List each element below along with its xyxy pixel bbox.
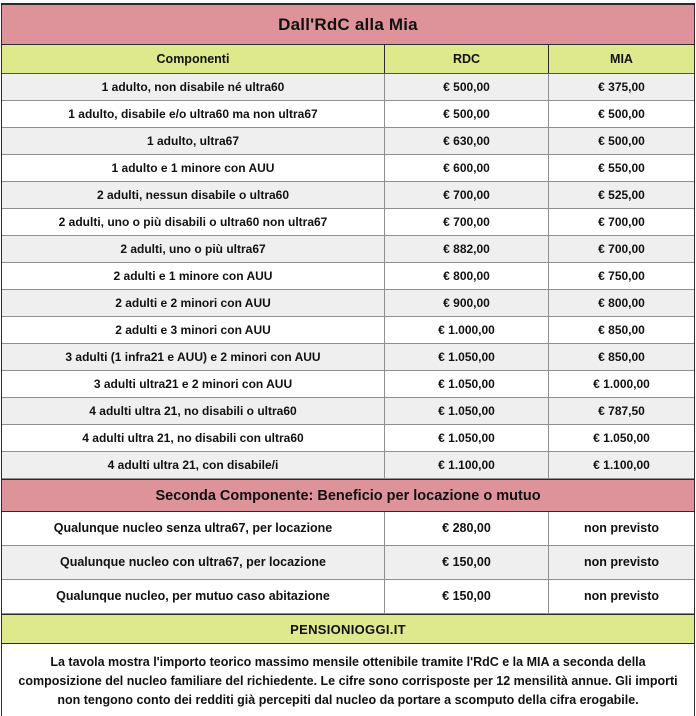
cell-rdc: € 500,00 (385, 101, 549, 127)
cell-component: 2 adulti, uno o più disabili o ultra60 non ultra67 (2, 209, 385, 235)
cell-mia: € 850,00 (598, 350, 645, 364)
cell-component: 1 adulto, non disabile né ultra60 (2, 74, 385, 100)
cell-component: 4 adulti ultra 21, no disabili con ultra60 (2, 425, 385, 451)
cell-mia: € 525,00 (598, 188, 645, 202)
cell-rdc: € 150,00 (385, 546, 549, 579)
cell-component: 2 adulti, uno o più ultra67 (2, 236, 385, 262)
cell-component: Qualunque nucleo senza ultra67, per locazione (2, 512, 385, 545)
table-row (2, 452, 694, 479)
table-row (2, 236, 694, 263)
column-header-row (2, 45, 694, 74)
page-title: Dall'RdC alla Mia (278, 14, 418, 34)
cell-rdc: € 800,00 (385, 263, 549, 289)
table-row (2, 580, 694, 614)
footnote-row (2, 644, 694, 716)
cell-rdc: € 500,00 (385, 74, 549, 100)
cell-rdc: € 1.100,00 (385, 452, 549, 478)
cell-rdc: € 882,00 (385, 236, 549, 262)
table-row (2, 101, 694, 128)
table-row (2, 398, 694, 425)
table-title-row (2, 5, 694, 45)
cell-component: Qualunque nucleo con ultra67, per locazione (2, 546, 385, 579)
cell-component: 4 adulti ultra 21, no disabili o ultra60 (2, 398, 385, 424)
cell-rdc: € 600,00 (385, 155, 549, 181)
cell-component: 3 adulti ultra21 e 2 minori con AUU (2, 371, 385, 397)
cell-rdc: € 700,00 (385, 182, 549, 208)
cell-mia: non previsto (583, 555, 659, 569)
footnote-text: La tavola mostra l'importo teorico massimo mensile ottenibile tramite l'RdC e la MIA a seconda della composizione del nucleo familiare del richiedente. Le cifre sono corrisposte per 12 mensilità annue. Gli importi non tengono conto dei redditi già percepiti dal nucleo da portare a scomputo della cifra erogabile. (18, 655, 678, 707)
first-section-body (2, 74, 694, 479)
cell-mia: € 1.100,00 (593, 458, 650, 472)
cell-mia: non previsto (583, 589, 659, 603)
second-section-body (2, 512, 694, 614)
table-row (2, 155, 694, 182)
cell-rdc: € 1.050,00 (385, 371, 549, 397)
table-row (2, 344, 694, 371)
cell-mia: € 375,00 (598, 80, 645, 94)
table-row (2, 290, 694, 317)
cell-component: 2 adulti e 1 minore con AUU (2, 263, 385, 289)
table-row (2, 317, 694, 344)
table-row (2, 74, 694, 101)
cell-rdc: € 1.050,00 (385, 425, 549, 451)
second-section-heading: Seconda Componente: Beneficio per locazione o mutuo (155, 487, 541, 504)
cell-mia: € 750,00 (598, 269, 645, 283)
cell-mia: € 787,50 (598, 404, 645, 418)
cell-component: 2 adulti e 3 minori con AUU (2, 317, 385, 343)
cell-component: 1 adulto e 1 minore con AUU (2, 155, 385, 181)
table-row (2, 128, 694, 155)
cell-mia: € 700,00 (598, 242, 645, 256)
cell-mia: € 550,00 (598, 161, 645, 175)
cell-component: 2 adulti, nessun disabile o ultra60 (2, 182, 385, 208)
cell-mia: € 700,00 (598, 215, 645, 229)
column-header-rdc: RDC (385, 45, 549, 73)
cell-component: 1 adulto, ultra67 (2, 128, 385, 154)
cell-rdc: € 150,00 (385, 580, 549, 613)
cell-component: 3 adulti (1 infra21 e AUU) e 2 minori con AUU (2, 344, 385, 370)
cell-rdc: € 1.000,00 (385, 317, 549, 343)
cell-mia: € 800,00 (598, 296, 645, 310)
cell-rdc: € 700,00 (385, 209, 549, 235)
cell-mia: € 500,00 (598, 134, 645, 148)
cell-rdc: € 630,00 (385, 128, 549, 154)
table-row (2, 371, 694, 398)
second-section-heading-row (2, 479, 694, 512)
table-row (2, 546, 694, 580)
cell-rdc: € 1.050,00 (385, 398, 549, 424)
cell-mia: non previsto (583, 521, 659, 535)
cell-rdc: € 900,00 (385, 290, 549, 316)
cell-component: 4 adulti ultra 21, con disabile/i (2, 452, 385, 478)
column-header-mia: MIA (610, 52, 633, 66)
column-header-components: Componenti (2, 45, 385, 73)
cell-mia: € 850,00 (598, 323, 645, 337)
cell-mia: € 500,00 (598, 107, 645, 121)
brand-label: PENSIONIOGGI.IT (290, 621, 406, 637)
brand-row (2, 614, 694, 644)
table-row (2, 263, 694, 290)
table-row (2, 512, 694, 546)
cell-rdc: € 280,00 (385, 512, 549, 545)
cell-component: 2 adulti e 2 minori con AUU (2, 290, 385, 316)
table-row (2, 425, 694, 452)
cell-mia: € 1.050,00 (593, 431, 650, 445)
table-row (2, 182, 694, 209)
cell-mia: € 1.000,00 (593, 377, 650, 391)
table-row (2, 209, 694, 236)
cell-component: 1 adulto, disabile e/o ultra60 ma non ultra67 (2, 101, 385, 127)
benefits-comparison-table (1, 3, 695, 716)
cell-rdc: € 1.050,00 (385, 344, 549, 370)
cell-component: Qualunque nucleo, per mutuo caso abitazione (2, 580, 385, 613)
